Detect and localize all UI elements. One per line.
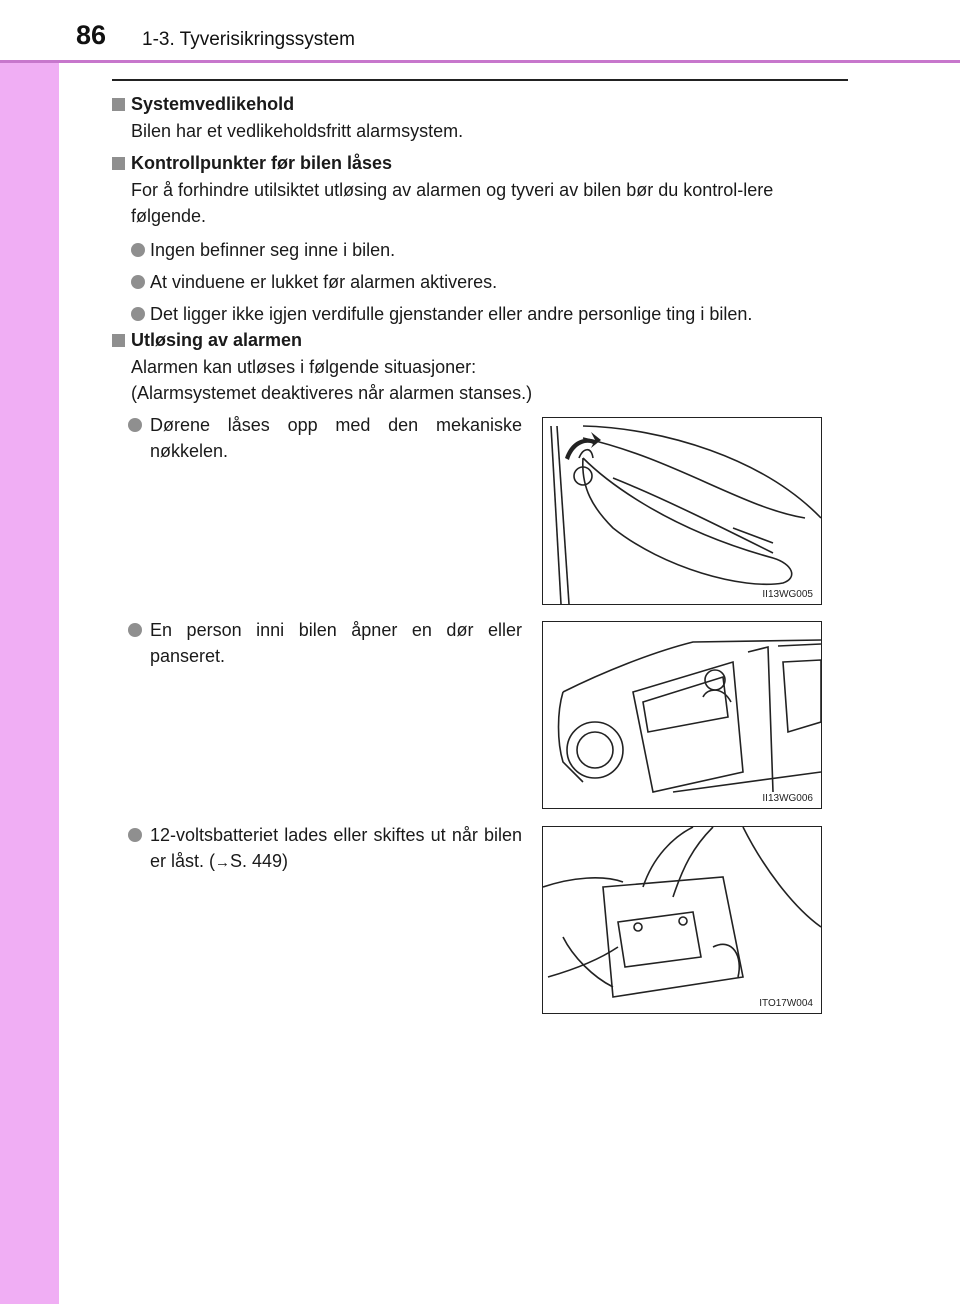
square-bullet-icon bbox=[112, 334, 125, 347]
section-text: For å forhindre utilsiktet utløsing av alarmen og tyveri av bilen bør du kontrol-lere følgende. bbox=[131, 180, 774, 226]
situation-text: En person inni bilen åpner en dør eller panseret. bbox=[150, 620, 522, 666]
page-header bbox=[0, 0, 960, 62]
list-item-text: At vinduene er lukket før alarmen aktiveres. bbox=[150, 272, 498, 292]
car-door-figure bbox=[542, 621, 822, 809]
section-text-line: (Alarmsystemet deaktiveres når alarmen stanses.) bbox=[131, 383, 533, 403]
section-systemvedlikehold bbox=[112, 92, 852, 144]
section-utlosing bbox=[112, 328, 852, 406]
section-text: Bilen har et vedlikeholdsfritt alarmsystem. bbox=[131, 121, 464, 141]
content-divider bbox=[112, 79, 848, 81]
section-title: 1-3. Tyverisikringssystem bbox=[142, 29, 355, 50]
figure-code: II13WG006 bbox=[762, 793, 813, 804]
section-heading bbox=[112, 151, 852, 175]
section-kontrollpunkter bbox=[112, 151, 852, 327]
door-lock-key-illustration bbox=[543, 418, 821, 604]
section-heading bbox=[112, 328, 852, 352]
heading-text: Systemvedlikehold bbox=[131, 94, 295, 114]
heading-text: Utløsing av alarmen bbox=[131, 330, 303, 350]
door-lock-figure bbox=[542, 417, 822, 605]
situation-item bbox=[128, 412, 522, 464]
situation-item bbox=[128, 822, 522, 876]
situation-text: 12-voltsbatteriet lades eller skiftes ut når bilen er låst. ( bbox=[150, 825, 522, 871]
battery-figure bbox=[542, 826, 822, 1014]
list-item bbox=[112, 237, 852, 263]
situation-text: Dørene låses opp med den mekaniske nøkkelen. bbox=[150, 415, 522, 461]
circle-bullet-icon bbox=[128, 828, 142, 842]
header-divider bbox=[0, 60, 960, 63]
side-tab bbox=[0, 0, 59, 1304]
circle-bullet-icon bbox=[131, 243, 145, 257]
heading-text: Kontrollpunkter før bilen låses bbox=[131, 153, 393, 173]
page-number: 86 bbox=[76, 20, 107, 50]
battery-replacement-illustration bbox=[543, 827, 821, 1013]
list-item bbox=[112, 269, 852, 295]
page-reference-link[interactable]: S. 449) bbox=[230, 851, 289, 871]
circle-bullet-icon bbox=[128, 418, 142, 432]
figure-code: ITO17W004 bbox=[759, 998, 813, 1009]
reference-arrow-icon: → bbox=[215, 854, 231, 871]
figure-code: II13WG005 bbox=[762, 589, 813, 600]
circle-bullet-icon bbox=[131, 307, 145, 321]
section-heading bbox=[112, 92, 852, 116]
square-bullet-icon bbox=[112, 157, 125, 170]
list-item-text: Det ligger ikke igjen verdifulle gjenstander eller andre personlige ting i bilen. bbox=[150, 304, 753, 324]
square-bullet-icon bbox=[112, 98, 125, 111]
list-item bbox=[112, 301, 852, 327]
circle-bullet-icon bbox=[128, 623, 142, 637]
car-door-open-illustration bbox=[543, 622, 821, 808]
list-item-text: Ingen befinner seg inne i bilen. bbox=[150, 240, 396, 260]
situation-item bbox=[128, 617, 522, 669]
section-text-line: Alarmen kan utløses i følgende situasjoner: bbox=[131, 357, 477, 377]
circle-bullet-icon bbox=[131, 275, 145, 289]
